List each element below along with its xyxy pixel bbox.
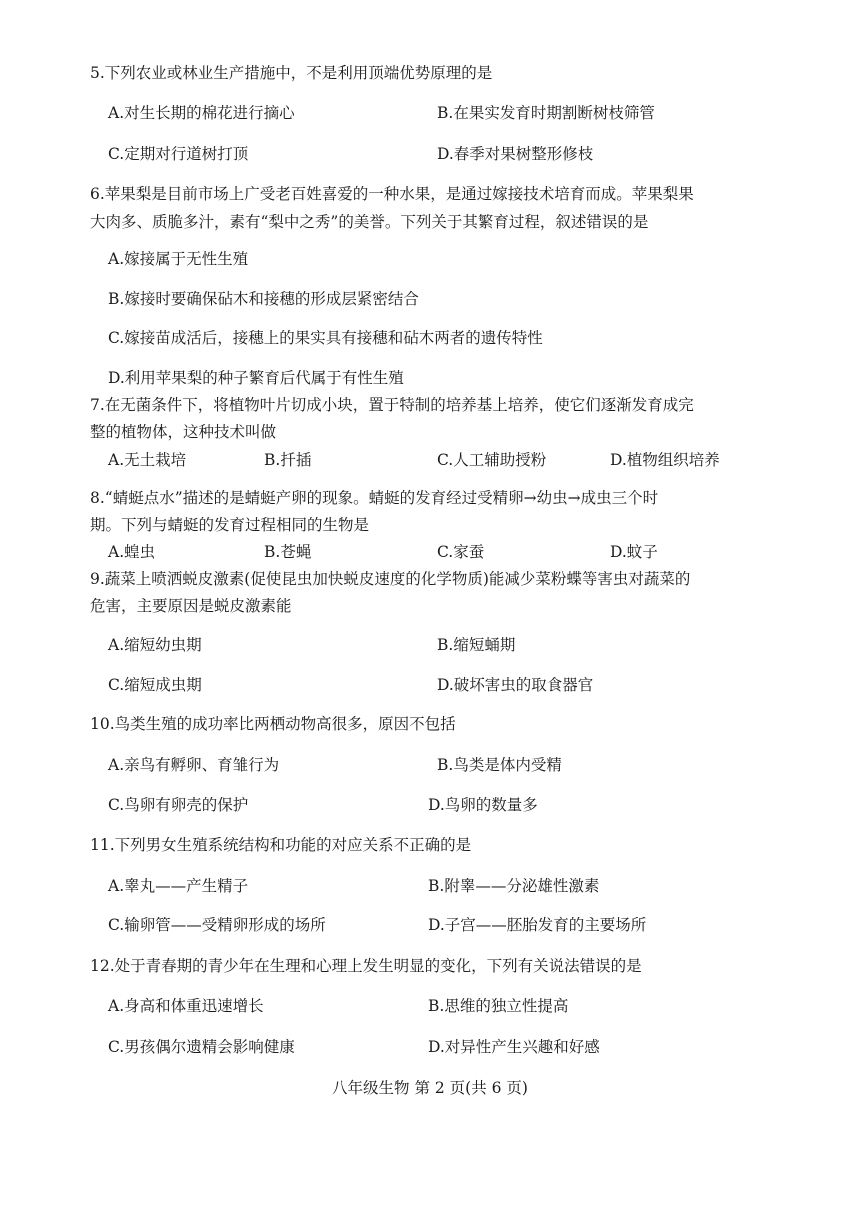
question-6-option-d: D.利用苹果梨的种子繁育后代属于有性生殖 — [108, 369, 404, 387]
question-8-option-c: C.家蚕 — [437, 543, 485, 561]
question-9-option-a: A.缩短幼虫期 — [108, 636, 202, 654]
question-7-option-d: D.植物组织培养 — [610, 451, 720, 469]
question-9-stem-line-1: 9.蔬菜上喷洒蜕皮激素(促使昆虫加快蜕皮速度的化学物质)能减少菜粉蝶等害虫对蔬菜的 — [90, 570, 691, 588]
question-8-stem-line-1: 8.“蜻蜓点水”描述的是蜻蜓产卵的现象。蜻蜓的发育经过受精卵→幼虫→成虫三个时 — [90, 489, 659, 507]
question-10-stem: 10.鸟类生殖的成功率比两栖动物高很多，原因不包括 — [90, 715, 456, 733]
question-9-option-c: C.缩短成虫期 — [108, 676, 202, 694]
question-7-option-a: A.无土栽培 — [108, 451, 187, 469]
question-12-option-b: B.思维的独立性提高 — [428, 997, 569, 1015]
question-11-option-a: A.睾丸——产生精子 — [108, 877, 249, 895]
question-10-option-b: B.鸟类是体内受精 — [437, 756, 562, 774]
question-7-option-b: B.扦插 — [264, 451, 312, 469]
question-5-option-c: C.定期对行道树打顶 — [108, 145, 249, 163]
question-10-option-a: A.亲鸟有孵卵、育雏行为 — [108, 756, 280, 774]
question-7-stem-line-1: 7.在无菌条件下，将植物叶片切成小块，置于特制的培养基上培养，使它们逐渐发育成完 — [90, 396, 694, 414]
question-6-option-c: C.嫁接苗成活后，接穗上的果实具有接穗和砧木两者的遗传特性 — [108, 329, 543, 347]
question-9-stem-line-2: 危害，主要原因是蜕皮激素能 — [90, 597, 292, 615]
question-5-option-a: A.对生长期的棉花进行摘心 — [108, 104, 295, 122]
question-8-option-b: B.苍蝇 — [264, 543, 312, 561]
question-11-stem: 11.下列男女生殖系统结构和功能的对应关系不正确的是 — [90, 836, 472, 854]
page-footer: 八年级生物 第 2 页(共 6 页) — [332, 1079, 528, 1097]
question-6-option-b: B.嫁接时要确保砧木和接穗的形成层紧密结合 — [108, 290, 419, 308]
question-12-option-a: A.身高和体重迅速增长 — [108, 997, 264, 1015]
question-6-option-a: A.嫁接属于无性生殖 — [108, 250, 249, 268]
question-12-option-c: C.男孩偶尔遗精会影响健康 — [108, 1038, 295, 1056]
question-6-stem-line-2: 大肉多、质脆多汁，素有“梨中之秀”的美誉。下列关于其繁育过程，叙述错误的是 — [90, 213, 649, 231]
question-9-option-d: D.破坏害虫的取食器官 — [437, 676, 594, 694]
question-5-option-b: B.在果实发育时期割断树枝筛管 — [437, 104, 655, 122]
question-5-option-d: D.春季对果树整形修枝 — [437, 145, 594, 163]
question-5-stem: 5.下列农业或林业生产措施中，不是利用顶端优势原理的是 — [90, 64, 493, 82]
question-6-stem-line-1: 6.苹果梨是目前市场上广受老百姓喜爱的一种水果，是通过嫁接技术培育而成。苹果梨果 — [90, 185, 694, 203]
question-9-option-b: B.缩短蛹期 — [437, 636, 516, 654]
question-11-option-b: B.附睾——分泌雄性激素 — [428, 877, 600, 895]
question-7-stem-line-2: 整的植物体，这种技术叫做 — [90, 423, 277, 441]
question-7-option-c: C.人工辅助授粉 — [437, 451, 547, 469]
question-8-option-d: D.蚊子 — [610, 543, 658, 561]
question-12-stem: 12.处于青春期的青少年在生理和心理上发生明显的变化，下列有关说法错误的是 — [90, 957, 642, 975]
question-11-option-d: D.子宫——胚胎发育的主要场所 — [428, 916, 647, 934]
question-10-option-c: C.鸟卵有卵壳的保护 — [108, 796, 249, 814]
question-8-stem-line-2: 期。下列与蜻蜓的发育过程相同的生物是 — [90, 516, 370, 534]
question-10-option-d: D.鸟卵的数量多 — [428, 796, 538, 814]
question-11-option-c: C.输卵管——受精卵形成的场所 — [108, 916, 326, 934]
question-8-option-a: A.蝗虫 — [108, 543, 156, 561]
question-12-option-d: D.对异性产生兴趣和好感 — [428, 1038, 600, 1056]
